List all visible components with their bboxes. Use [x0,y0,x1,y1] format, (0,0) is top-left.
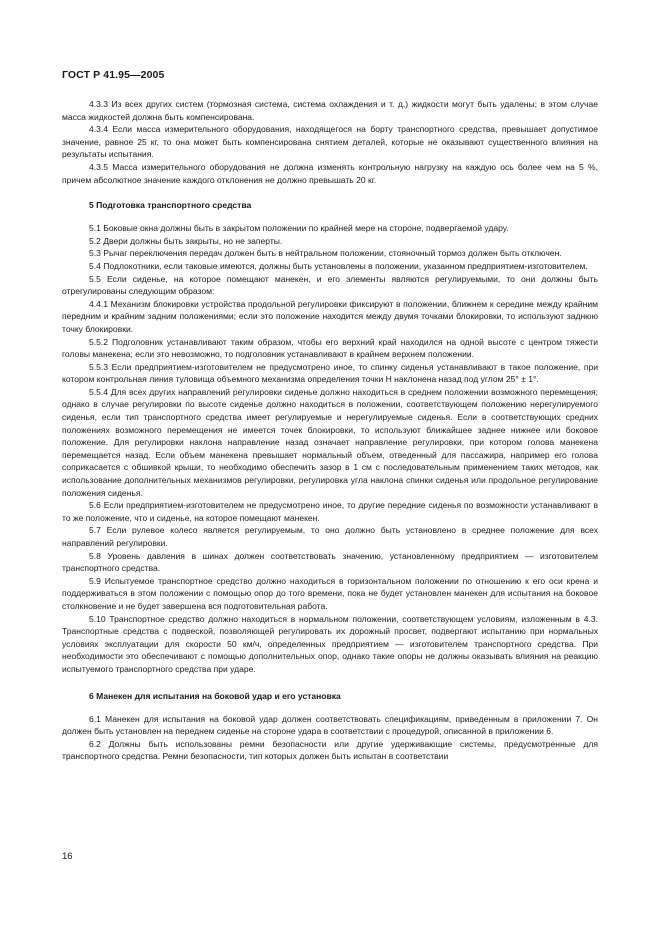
paragraph: 5.2 Двери должны быть закрыты, но не заперты. [89,235,283,246]
paragraph: 5.5.4 Для всех других направлений регулировки сиденье должно находиться в среднем положении возможного перемещения; однако в случае регулировки по высоте сиденье должно находиться в положении, соответствующем положению нерегулируемого сиденья, если тип транспортного средства имеет регулируемые и нерегулируемые сиденья. Если в соответствующих средних положениях возможного перемещения не имеется точек блокировки, то используют ближайшее заднее нижнее или боковое положение. Для регулировки наклона направление назад означает направление регулировки, при котором голова манекена перемещается назад. Если объем манекена превышает нормальный объем, отведенный для пассажира, например его голова соприкасается с обшивкой крыши, то необходимо обеспечить зазор в 1 см с последовательным применением таких методов, как использование дополнительных механизмов регулировки, регулировка угла наклона спинки сиденья или продольное регулирование положения сиденья. [62,386,598,498]
paragraph: 5.7 Если рулевое колесо является регулируемым, то оно должно быть установлено в среднее положение для всех направлений регулировки. [62,525,598,548]
paragraph: 5.5.2 Подголовник устанавливают таким образом, чтобы его верхний край находился на одной высоте с центром тяжести головы манекена; если это невозможно, то подголовник устанавливают в крайнем верхнем положении. [62,336,598,360]
paragraph: 6.2 Должны быть использованы ремни безопасности или другие удерживающие системы, предусмотренные для транспортного средства. Ремни безопасности, тип которых должен быть испытан в соответствии [62,738,598,762]
paragraph: 5.6 Если предприятием-изготовителем не предусмотрено иное, то другие передние сиденья по возможности устанавливают в то же положение, что и сиденье, на которое помещают манекен. [62,500,598,523]
paragraph: 4.3.4 Если масса измерительного оборудования, находящегося на борту транспортного средства, превышает допустимое значение, равное 25 кг, то она может быть компенсирована снятием деталей, которые не оказывают существенного влияния на результаты испытания. [62,124,598,160]
paragraph: 5.3 Рычаг переключения передач должен быть в нейтральном положении, стояночный тормоз должен быть отключен. [89,248,562,259]
paragraph: 5.4 Подлокотники, если таковые имеются, должны быть установлены в положении, указанном предприятием-изготовителем. [89,260,588,271]
paragraph: 5.5.3 Если предприятием-изготовителем не предусмотрено иное, то спинку сиденья устанавливают в такое положение, при котором контрольная линия туловища объемного механизма определения точки H наклонена назад под углом 25° ± 1°. [62,361,598,385]
document-body [62,98,598,763]
paragraph: 5.8 Уровень давления в шинах должен соответствовать значению, установленному предприятием — изготовителем транспортного средства. [62,550,598,574]
paragraph: 6.1 Манекен для испытания на боковой удар должен соответствовать спецификациям, приведенным в приложении 7. Он должен быть установлен на переднем сиденье на стороне удара в соответствии с процедурой, описанной в приложении 6. [62,713,598,737]
paragraph: 5.9 Испытуемое транспортное средство должно находиться в горизонтальном положении по отношению к его оси крена и поддерживаться в этом положении с помощью опор до того времени, пока не будет установлен манекен для испытания на боковое столкновение и не будет завершена вся подготовительная работа. [62,575,598,611]
page-number: 16 [62,851,73,862]
paragraph: 4.4.1 Механизм блокировки устройства продольной регулировки фиксируют в положении, ближнем к середине между крайним передним и крайним задним положениями; если это положение находится между двумя точками блокировки, то используют заднюю точку блокировки. [62,298,598,334]
paragraph: 4.3.3 Из всех других систем (тормозная система, система охлаждения и т. д.) жидкости могут быть удалены; в этом случае масса жидкостей должна быть компенсирована. [62,99,598,122]
paragraph: 5.10 Транспортное средство должно находиться в нормальном положении, соответствующем условиям, изложенным в 4.3. Транспортные средства с подвеской, позволяющей регулировать их дорожный просвет, подвергают испытанию при нормальных условиях эксплуатации для скорости 50 км/ч, определенных предприятием — изготовителем транспортного средства. При необходимости это обеспечивают с помощью дополнительных опор, однако такие опоры не должны оказывать влияния на реакцию испытуемого транспортного средства при ударе. [62,613,598,674]
section-heading-6: 6 Манекен для испытания на боковой удар и его установка [89,690,341,701]
paragraph: 5.5 Если сиденье, на которое помещают манекен, и его элементы являются регулируемыми, то они должны быть отрегулированы следующим образом: [62,273,598,297]
page-header-standard-code: ГОСТ Р 41.95—2005 [62,69,165,81]
paragraph: 4.3.5 Масса измерительного оборудования не должна изменять контрольную нагрузку на каждую ось более чем на 5 %, причем абсолютное значение каждого отклонения не должно превышать 20 кг. [62,161,598,185]
section-heading-5: 5 Подготовка транспортного средства [89,200,252,211]
paragraph: 5.1 Боковые окна должны быть в закрытом положении по крайней мере на стороне, подвергаемой удару. [89,223,509,234]
